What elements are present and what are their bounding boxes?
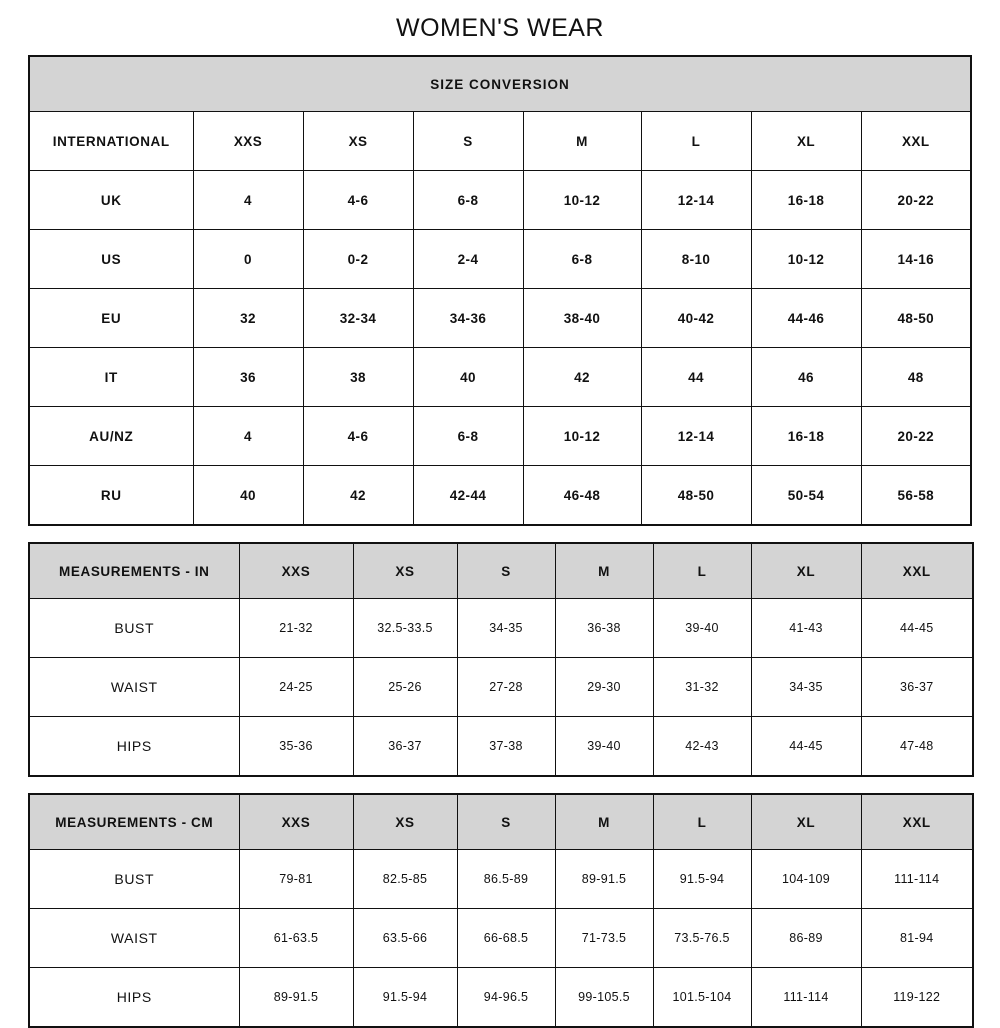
cell: 37-38: [457, 717, 555, 777]
header-xxs: XXS: [239, 543, 353, 599]
cell: 12-14: [641, 171, 751, 230]
cell: 81-94: [861, 909, 973, 968]
cell: 8-10: [641, 230, 751, 289]
cell: 42: [523, 348, 641, 407]
cell: 48-50: [641, 466, 751, 526]
row-label: BUST: [29, 850, 239, 909]
row-label: HIPS: [29, 968, 239, 1028]
cell: 71-73.5: [555, 909, 653, 968]
cell: 91.5-94: [653, 850, 751, 909]
page-title: WOMEN'S WEAR: [396, 14, 604, 42]
cell: 119-122: [861, 968, 973, 1028]
header-s: S: [413, 112, 523, 171]
cell: 32-34: [303, 289, 413, 348]
cell: 82.5-85: [353, 850, 457, 909]
table-row: [29, 289, 971, 348]
table-header-row: [29, 543, 973, 599]
header-xxl: XXL: [861, 543, 973, 599]
header-s: S: [457, 543, 555, 599]
row-label: US: [29, 230, 193, 289]
cell: 66-68.5: [457, 909, 555, 968]
cell: 35-36: [239, 717, 353, 777]
cell: 4: [193, 171, 303, 230]
cell: 44: [641, 348, 751, 407]
cell: 44-45: [861, 599, 973, 658]
cell: 39-40: [555, 717, 653, 777]
cell: 10-12: [523, 171, 641, 230]
table-row: [29, 466, 971, 526]
header-xxl: XXL: [861, 112, 971, 171]
cell: 0-2: [303, 230, 413, 289]
header-m: M: [555, 794, 653, 850]
header-m: M: [555, 543, 653, 599]
row-label: RU: [29, 466, 193, 526]
cell: 89-91.5: [239, 968, 353, 1028]
cell: 16-18: [751, 171, 861, 230]
table-row: [29, 599, 973, 658]
cell: 6-8: [413, 407, 523, 466]
table-header-row: [29, 112, 971, 171]
cell: 111-114: [751, 968, 861, 1028]
table-row: [29, 717, 973, 777]
cell: 38: [303, 348, 413, 407]
header-xs: XS: [353, 543, 457, 599]
cell: 0: [193, 230, 303, 289]
header-measurements-cm: MEASUREMENTS - CM: [29, 794, 239, 850]
header-xl: XL: [751, 543, 861, 599]
cell: 36-37: [861, 658, 973, 717]
cell: 36: [193, 348, 303, 407]
cell: 4: [193, 407, 303, 466]
cell: 50-54: [751, 466, 861, 526]
cell: 47-48: [861, 717, 973, 777]
cell: 41-43: [751, 599, 861, 658]
header-s: S: [457, 794, 555, 850]
cell: 61-63.5: [239, 909, 353, 968]
cell: 25-26: [353, 658, 457, 717]
row-label: UK: [29, 171, 193, 230]
table-row: [29, 230, 971, 289]
size-conversion-table: [28, 55, 972, 526]
cell: 31-32: [653, 658, 751, 717]
cell: 38-40: [523, 289, 641, 348]
cell: 34-36: [413, 289, 523, 348]
cell: 44-46: [751, 289, 861, 348]
cell: 32: [193, 289, 303, 348]
cell: 40: [413, 348, 523, 407]
cell: 94-96.5: [457, 968, 555, 1028]
row-label: WAIST: [29, 658, 239, 717]
header-xxs: XXS: [193, 112, 303, 171]
cell: 39-40: [653, 599, 751, 658]
row-label: AU/NZ: [29, 407, 193, 466]
header-l: L: [641, 112, 751, 171]
cell: 20-22: [861, 407, 971, 466]
table-banner-row: [29, 56, 971, 112]
cell: 36-38: [555, 599, 653, 658]
cell: 24-25: [239, 658, 353, 717]
cell: 14-16: [861, 230, 971, 289]
table-row: [29, 171, 971, 230]
cell: 40: [193, 466, 303, 526]
cell: 34-35: [457, 599, 555, 658]
cell: 56-58: [861, 466, 971, 526]
table-row: [29, 968, 973, 1028]
cell: 86.5-89: [457, 850, 555, 909]
cell: 104-109: [751, 850, 861, 909]
cell: 32.5-33.5: [353, 599, 457, 658]
row-label: HIPS: [29, 717, 239, 777]
header-l: L: [653, 543, 751, 599]
cell: 46-48: [523, 466, 641, 526]
cell: 10-12: [523, 407, 641, 466]
cell: 10-12: [751, 230, 861, 289]
cell: 99-105.5: [555, 968, 653, 1028]
table-spacer: [28, 526, 972, 542]
table-row: [29, 348, 971, 407]
cell: 48-50: [861, 289, 971, 348]
cell: 42: [303, 466, 413, 526]
cell: 21-32: [239, 599, 353, 658]
cell: 42-44: [413, 466, 523, 526]
cell: 6-8: [413, 171, 523, 230]
row-label: WAIST: [29, 909, 239, 968]
table-row: [29, 850, 973, 909]
cell: 4-6: [303, 407, 413, 466]
cell: 36-37: [353, 717, 457, 777]
cell: 44-45: [751, 717, 861, 777]
cell: 73.5-76.5: [653, 909, 751, 968]
cell: 20-22: [861, 171, 971, 230]
cell: 40-42: [641, 289, 751, 348]
measurements-inches-table: [28, 542, 974, 777]
cell: 42-43: [653, 717, 751, 777]
header-xxs: XXS: [239, 794, 353, 850]
cell: 4-6: [303, 171, 413, 230]
cell: 63.5-66: [353, 909, 457, 968]
header-measurements-in: MEASUREMENTS - IN: [29, 543, 239, 599]
table-row: [29, 407, 971, 466]
table-spacer: [28, 777, 972, 793]
cell: 86-89: [751, 909, 861, 968]
header-xl: XL: [751, 794, 861, 850]
size-conversion-banner: SIZE CONVERSION: [29, 56, 971, 112]
header-xxl: XXL: [861, 794, 973, 850]
cell: 12-14: [641, 407, 751, 466]
table-row: [29, 658, 973, 717]
cell: 27-28: [457, 658, 555, 717]
cell: 6-8: [523, 230, 641, 289]
table-row: [29, 909, 973, 968]
cell: 79-81: [239, 850, 353, 909]
table-header-row: [29, 794, 973, 850]
cell: 89-91.5: [555, 850, 653, 909]
header-m: M: [523, 112, 641, 171]
cell: 91.5-94: [353, 968, 457, 1028]
cell: 46: [751, 348, 861, 407]
cell: 29-30: [555, 658, 653, 717]
cell: 48: [861, 348, 971, 407]
row-label: EU: [29, 289, 193, 348]
row-label: BUST: [29, 599, 239, 658]
measurements-cm-table: [28, 793, 974, 1028]
header-xs: XS: [303, 112, 413, 171]
cell: 34-35: [751, 658, 861, 717]
cell: 101.5-104: [653, 968, 751, 1028]
header-xl: XL: [751, 112, 861, 171]
cell: 2-4: [413, 230, 523, 289]
header-xs: XS: [353, 794, 457, 850]
cell: 16-18: [751, 407, 861, 466]
header-l: L: [653, 794, 751, 850]
cell: 111-114: [861, 850, 973, 909]
header-international: INTERNATIONAL: [29, 112, 193, 171]
row-label: IT: [29, 348, 193, 407]
